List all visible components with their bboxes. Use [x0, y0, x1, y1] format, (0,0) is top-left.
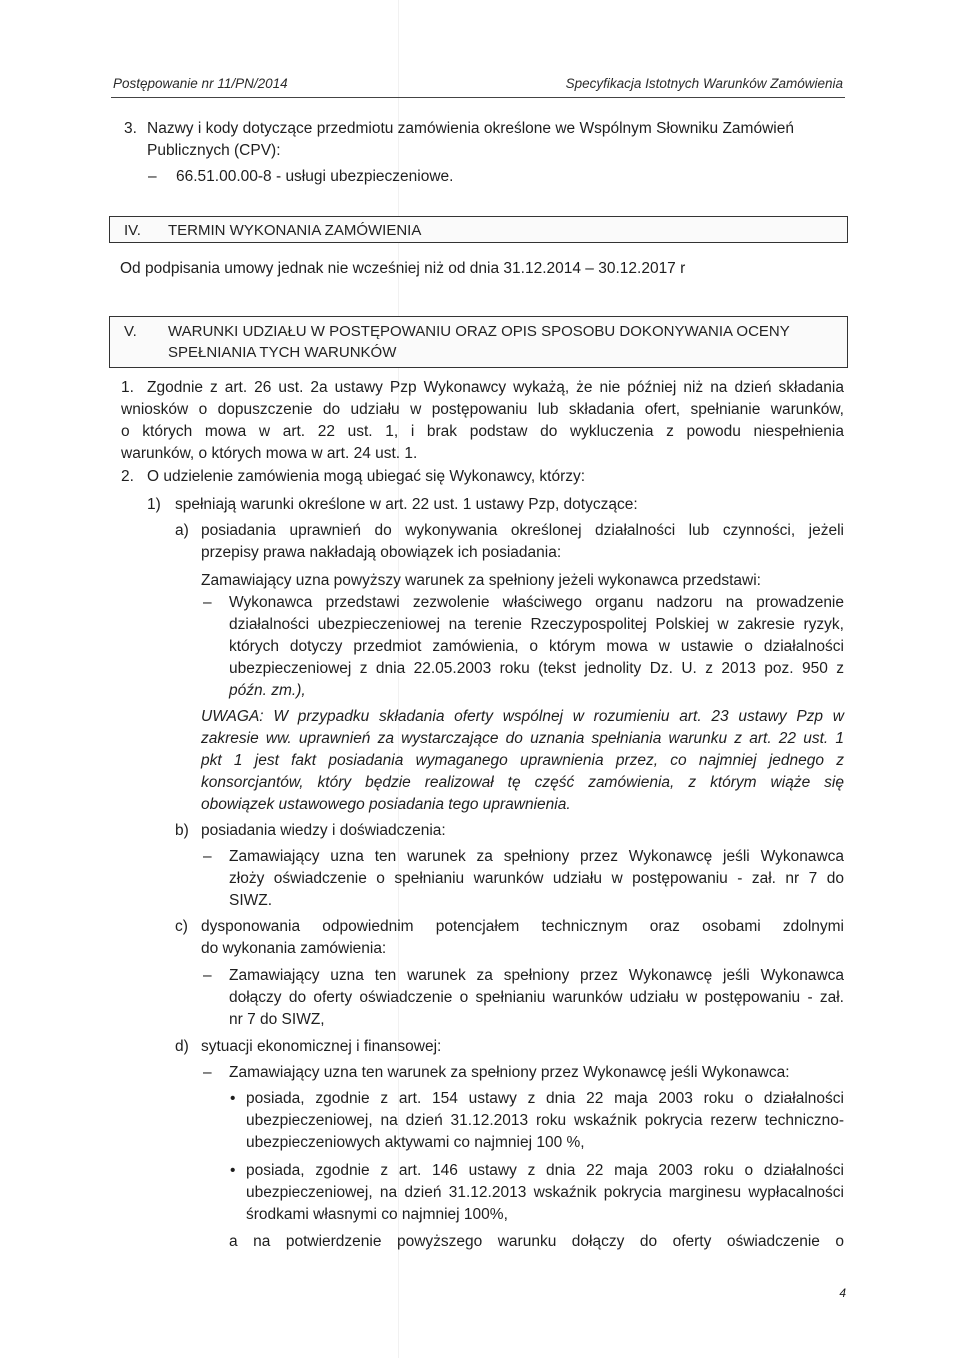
point1-line: wniosków o dopuszczenie do udziału w postępowaniu lub składania ofert, spełnianie warunków,: [121, 401, 844, 418]
item-c-detail-line: Zamawiający uzna ten warunek za spełniony przez Wykonawcę jeśli Wykonawca: [229, 967, 844, 984]
section3-number: 3.: [124, 120, 137, 137]
uwaga-note-line: pkt 1 jest fakt posiadania wymaganego uprawnienia przez, co najmniej jednego z: [201, 752, 844, 769]
section3-line2: Publicznych (CPV):: [147, 142, 281, 159]
bullet1-line: posiada, zgodnie z art. 154 ustawy z dnia 22 maja 2003 roku o działalności: [246, 1090, 844, 1107]
point1-line: o których mowa w art. 22 ust. 1, i brak podstaw do wykluczenia z powodu niespełnienia: [121, 423, 844, 440]
section-iv-title-box: [109, 216, 848, 243]
item-a-detail-line: działalności ubezpieczeniowej na terenie Rzeczypospolitej Polskiej w zakresie ryzyk,: [229, 616, 844, 633]
section-iv-number: IV.: [124, 222, 141, 239]
item-a-line: posiadania uprawnień do wykonywania określonej działalności lub czynności, jeżeli: [201, 522, 844, 539]
item-b-detail-line: Zamawiający uzna ten warunek za spełniony przez Wykonawcę jeśli Wykonawca: [229, 848, 844, 865]
bullet-marker: •: [230, 1090, 236, 1107]
final-line: a na potwierdzenie powyższego warunku dołączy do oferty oświadczenie o: [229, 1233, 844, 1250]
point1-line: warunków, o których mowa w art. 24 ust. 1.: [121, 445, 418, 462]
item-b-detail-line: SIWZ.: [229, 892, 273, 909]
section-v-title-box: [109, 316, 848, 368]
item-d-dash: –: [203, 1064, 212, 1081]
point1-number: 1.: [121, 379, 134, 396]
item-d-detail: Zamawiający uzna ten warunek za spełniony przez Wykonawcę jeśli Wykonawca:: [229, 1064, 790, 1081]
item-c-detail-line: dołączy do oferty oświadczenie o spełnianiu warunków udziału w postępowaniu - zał.: [229, 989, 844, 1006]
point1-line: Zgodnie z art. 26 ust. 2a ustawy Pzp Wykonawcy wykażą, że nie później niż na dzień składania: [147, 379, 844, 396]
item-d-letter: d): [175, 1038, 189, 1055]
bullet1-line: ubezpieczeniowych aktywami co najmniej 100 %,: [246, 1134, 585, 1151]
item-a-detail-line: późn. zm.),: [229, 682, 306, 699]
uwaga-note-line: obowiązek ustawowego posiadania tego uprawnienia.: [201, 796, 571, 813]
point2-text: O udzielenie zamówienia mogą ubiegać się Wykonawcy, którzy:: [147, 468, 586, 485]
item-d-text: sytuacji ekonomicznej i finansowej:: [201, 1038, 442, 1055]
uwaga-note-line: UWAGA: W przypadku składania oferty wspólnej w rozumieniu art. 23 ustawy Pzp w: [201, 708, 844, 725]
item-a-detail-line: których dotyczy przedmiot zamówienia, o którym mowa w ustawie o działalności: [229, 638, 844, 655]
item-c-letter: c): [175, 918, 188, 935]
item-c-line: do wykonania zamówienia:: [201, 940, 387, 957]
section-iv-title: TERMIN WYKONANIA ZAMÓWIENIA: [168, 222, 422, 239]
point2-number: 2.: [121, 468, 134, 485]
bullet1-line: ubezpieczeniowej, na dzień 31.12.2013 roku wskaźnik pokrycia rezerw techniczno-: [246, 1112, 844, 1129]
item-b-text: posiadania wiedzy i doświadczenia:: [201, 822, 446, 839]
subpoint-1-text: spełniają warunki określone w art. 22 ust. 1 ustawy Pzp, dotyczące:: [175, 496, 638, 513]
header-procedure-number: Postępowanie nr 11/PN/2014: [113, 76, 288, 91]
bullet-marker: •: [230, 1162, 236, 1179]
item-a-line: przepisy prawa nakładają obowiązek ich posiadania:: [201, 544, 562, 561]
section3-dash: –: [148, 168, 157, 185]
section-iv-text: Od podpisania umowy jednak nie wcześniej niż od dnia 31.12.2014 – 30.12.2017 r: [120, 260, 686, 277]
section-v-title-line1: WARUNKI UDZIAŁU W POSTĘPOWANIU ORAZ OPIS SPOSOBU DOKONYWANIA OCENY: [168, 323, 790, 340]
item-c-line: dysponowania odpowiednim potencjałem technicznym oraz osobami zdolnymi: [201, 918, 844, 935]
bullet2-line: posiada, zgodnie z art. 146 ustawy z dnia 22 maja 2003 roku o działalności: [246, 1162, 844, 1179]
section3-cpv-item: 66.51.00.00-8 - usługi ubezpieczeniowe.: [176, 168, 454, 185]
section-v-title-line2: SPEŁNIANIA TYCH WARUNKÓW: [168, 344, 397, 361]
uwaga-note-line: konsorcjantów, który będzie realizował tę część zamówienia, z którym wiąże się: [201, 774, 844, 791]
bullet2-line: środkami własnymi co najmniej 100%,: [246, 1206, 508, 1223]
section-v-number: V.: [124, 323, 137, 340]
item-b-detail-line: złoży oświadczenie o spełnianiu warunków udziału w postępowaniu - zał. nr 7 do: [229, 870, 844, 887]
item-a-dash: –: [203, 594, 212, 611]
header-document-title: Specyfikacja Istotnych Warunków Zamówienia: [565, 76, 843, 91]
uwaga-note-line: zakresie ww. uprawnień za wystarczające do uznania spełniania warunku z art. 22 ust. 1: [201, 730, 844, 747]
subpoint-1-number: 1): [147, 496, 161, 513]
item-a-detail-line: Wykonawca przedstawi zezwolenie właściwego organu nadzoru na prowadzenie: [229, 594, 844, 611]
item-b-letter: b): [175, 822, 189, 839]
item-b-dash: –: [203, 848, 212, 865]
item-c-dash: –: [203, 967, 212, 984]
header-divider: [111, 97, 845, 98]
item-c-detail-line: nr 7 do SIWZ,: [229, 1011, 325, 1028]
bullet2-line: ubezpieczeniowej, na dzień 31.12.2013 wskaźnik pokrycia marginesu wypłacalności: [246, 1184, 844, 1201]
section3-line1: Nazwy i kody dotyczące przedmiotu zamówienia określone we Wspólnym Słowniku Zamówień: [147, 120, 794, 137]
item-a-detail-line: ubezpieczeniowej z dnia 22.05.2003 roku (tekst jednolity Dz. U. z 2013 poz. 950 z: [229, 660, 844, 677]
item-a-letter: a): [175, 522, 189, 539]
item-a-requirement: Zamawiający uzna powyższy warunek za spełniony jeżeli wykonawca przedstawi:: [201, 572, 761, 589]
page-number: 4: [839, 1286, 846, 1300]
scan-artifact: [398, 0, 399, 1358]
